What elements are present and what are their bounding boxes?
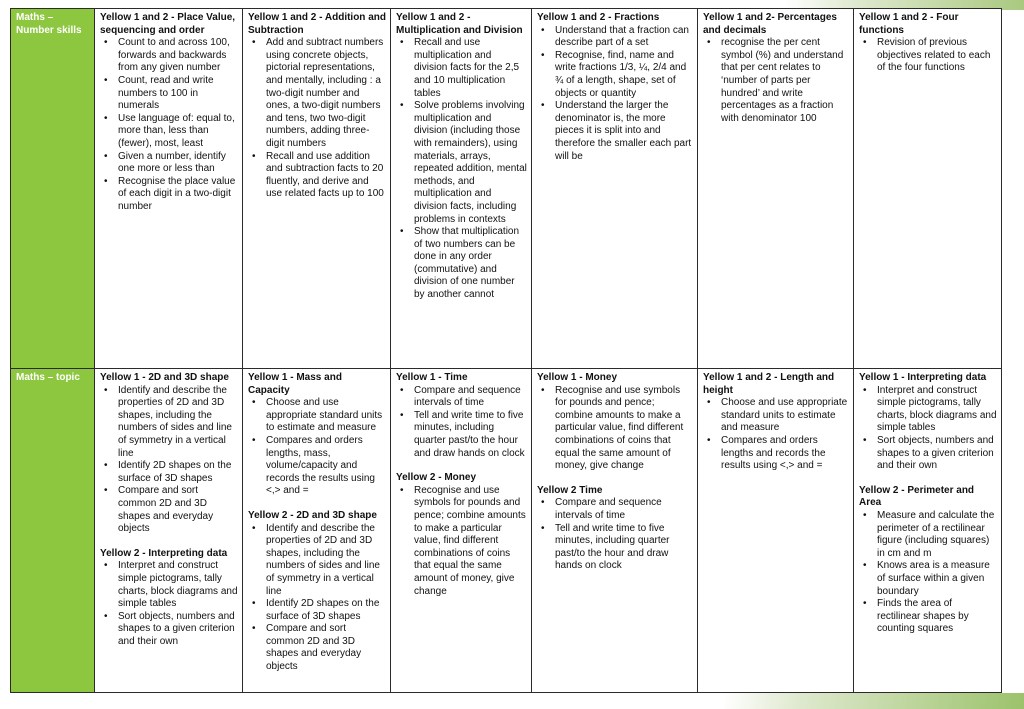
row-header: Maths – Number skills [11,9,95,369]
objective-item: • Revision of previous objectives related to each of the four functions [877,37,997,75]
topic-cell [243,369,391,693]
topic-title: Yellow 1 - Mass and Capacity [248,372,342,396]
objective-item: • Add and subtract numbers using concrete objects, pictorial representations, and mentally, including : a two-digit number and ones, a two-digit numbers and tens, two two-digit numbers, adding three-digit numbers [266,37,386,150]
objective-item: • Solve problems involving multiplication and division (including those with remainders), using materials, arrays, repeated addition, mental methods, and multiplication and division facts, including problems in contexts [414,100,527,226]
topic-cell [243,9,391,369]
objective-item: • Sort objects, numbers and shapes to a given criterion and their own [118,611,238,649]
topic-title: Yellow 1 - 2D and 3D shape [100,372,229,383]
topic-title: Yellow 2 - Perimeter and Area [859,484,975,509]
topic-title: Yellow 1 and 2 - Fractions [537,12,660,23]
topic-title: Yellow 1 and 2 - Multiplication and Division [396,12,523,36]
objective-item: • Choose and use appropriate standard units to estimate and measure [266,397,386,435]
objective-item: • Understand that a fraction can describe part of a set [555,25,693,50]
objective-item: • Recall and use addition and subtraction facts to 20 fluently, and derive and use related facts up to 100 [266,151,386,201]
objective-item: • Identify 2D shapes on the surface of 3D shapes [266,598,386,623]
objective-list [537,25,693,164]
slide-decoration-bottom [724,693,1024,709]
topic-title: Yellow 1 and 2 - Addition and Subtraction [248,12,386,36]
topic-cell [854,369,1002,693]
objective-item: • Recognise the place value of each digit in a two-digit number [118,176,238,214]
objective-item: • Interpret and construct simple pictograms, tally charts, block diagrams and simple tables [118,560,238,610]
objective-list [396,385,527,461]
objective-list [248,523,386,674]
topic-title: Yellow 2 Time [537,484,603,496]
topic-title: Yellow 1 - Interpreting data [859,372,987,383]
topic-cell [532,369,698,693]
objective-list [100,560,238,648]
topic-cell [698,9,854,369]
topic-cell [698,369,854,693]
objective-item: • Recall and use multiplication and division facts for the 2,5 and 10 multiplication tables [414,37,527,100]
objective-item: • Recognise, find, name and write fractions 1/3, ¼, 2/4 and ¾ of a length, shape, set of objects or quantity [555,50,693,100]
objective-item: • recognise the per cent symbol (%) and understand that per cent relates to ‘number of parts per hundred’ and write percentages as a fraction with denominator 100 [721,37,849,125]
objective-list [859,510,997,636]
topic-cell [391,9,532,369]
objective-item: • Identify 2D shapes on the surface of 3D shapes [118,460,238,485]
objective-list [537,497,693,573]
topic-cell [854,9,1002,369]
objective-list [248,397,386,498]
objective-item: • Compares and orders lengths and records the results using <,> and = [721,435,849,473]
topic-cell [95,9,243,369]
topic-cell [532,9,698,369]
objective-item: • Interpret and construct simple pictograms, tally charts, block diagrams and simple tables [877,385,997,435]
objective-item: • Understand the larger the denominator is, the more pieces it is split into and therefore the smaller each part will be [555,100,693,163]
objective-item: • Compare and sequence intervals of time [555,497,693,522]
objective-list [248,37,386,201]
objective-item: • Recognise and use symbols for pounds and pence; combine amounts to make a particular value, find different combinations of coins that equal the same amount of money, give change [414,485,527,598]
objective-item: • Compare and sequence intervals of time [414,385,527,410]
topic-cell [95,369,243,693]
objective-list [100,385,238,536]
row-header: Maths – topic [11,369,95,693]
objective-item: • Measure and calculate the perimeter of a rectilinear figure (including squares) in cm and m [877,510,997,560]
objective-item: • Identify and describe the properties of 2D and 3D shapes, including the numbers of sides and line of symmetry in a vertical line [266,523,386,599]
objective-item: • Tell and write time to five minutes, including quarter past/to the hour and draw hands on clock [414,410,527,460]
curriculum-table [10,8,1002,693]
objective-item: • Count to and across 100, forwards and backwards from any given number [118,37,238,75]
topic-title: Yellow 2 - 2D and 3D shape [248,509,377,521]
objective-item: • Show that multiplication of two numbers can be done in any order (commutative) and division of one number by another cannot [414,226,527,302]
objective-item: • Given a number, identify one more or less than [118,151,238,176]
objective-list [859,37,997,75]
objective-item: • Recognise and use symbols for pounds and pence; combine amounts to make a particular value, find different combinations of coins that equal the same amount of money, give change [555,385,693,473]
topic-title: Yellow 1 and 2 - Place Value, sequencing and order [100,12,236,36]
table-row-topic [11,369,1002,693]
objective-list [859,385,997,473]
objective-item: • Compare and sort common 2D and 3D shapes and everyday objects [266,623,386,673]
objective-item: • Use language of: equal to, more than, less than (fewer), most, least [118,113,238,151]
objective-list [703,397,849,473]
topic-cell [391,369,532,693]
objective-item: • Knows area is a measure of surface within a given boundary [877,560,997,598]
objective-item: • Compare and sort common 2D and 3D shapes and everyday objects [118,485,238,535]
objective-item: • Count, read and write numbers to 100 in numerals [118,75,238,113]
objective-item: • Compares and orders lengths, mass, volume/capacity and records the results using <,> and = [266,435,386,498]
objective-list [396,37,527,301]
topic-title: Yellow 2 - Interpreting data [100,547,228,559]
objective-list [537,385,693,473]
topic-title: Yellow 2 - Money [396,472,477,484]
topic-title: Yellow 1 - Time [396,372,468,383]
objective-item: • Sort objects, numbers and shapes to a given criterion and their own [877,435,997,473]
objective-item: • Finds the area of rectilinear shapes by counting squares [877,598,997,636]
objective-list [396,485,527,598]
topic-title: Yellow 1 and 2 - Four functions [859,12,959,36]
table-row-number-skills [11,9,1002,369]
objective-list [100,37,238,213]
objective-item: • Choose and use appropriate standard units to estimate and measure [721,397,849,435]
objective-list [703,37,849,125]
objective-item: • Tell and write time to five minutes, including quarter past/to the hour and draw hands on clock [555,523,693,573]
topic-title: Yellow 1 and 2- Percentages and decimals [703,12,837,36]
topic-title: Yellow 1 and 2 - Length and height [703,372,835,396]
objective-item: • Identify and describe the properties of 2D and 3D shapes, including the numbers of sides and line of symmetry in a vertical line [118,385,238,461]
topic-title: Yellow 1 - Money [537,372,618,383]
